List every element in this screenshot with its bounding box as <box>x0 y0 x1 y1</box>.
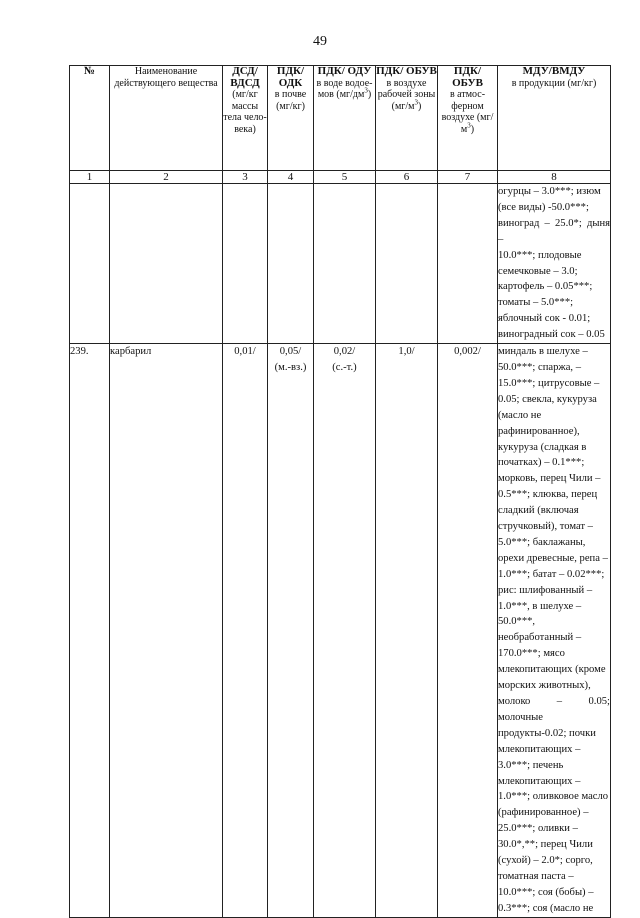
row-number: 239. <box>70 344 110 918</box>
header-pdk-work-air: ПДК/ ОБУВ в воздухе рабочей зоны $(мг/м^3)$ <box>376 66 438 171</box>
column-number: 1 <box>70 171 110 184</box>
header-mdu: МДУ/ВМДУ в продукции (мг/кг) <box>498 66 611 171</box>
empty-cell <box>314 184 376 344</box>
empty-cell <box>268 184 314 344</box>
header-pdk-water: ПДК/ ОДУ в воде водое- мов $(мг/дм^3)$ <box>314 66 376 171</box>
dsd-value: 0,01/ <box>223 344 268 918</box>
mdu-text: миндаль в шелухе – 50.0***; спаржа, – 15.0***; цитрусовые – 0.05; свекла, кукуруза (масло не рафинированное), кукуруза (сладкая в початках) – 0.1***; морковь, перец Чили – 0.5***; клюква, перец сладкий (включая стручковый), томат – 5.0***; баклажаны, орехи древесные, репа – 1.0***; батат – 0.02***; рис: шлифованный – 1.0***, в шелухе – 50.0***, необработанный – 170.0***; мясо млекопитающих (кроме морских животных), молоко – 0.05; молочные продукты-0.02; почки млекопитающих – 3.0***; печень млекопитающих – 1.0***; оливковое масло (рафинированное) – 25.0***; оливки – 30.0*,**; перец Чили (сухой) – 2.0*; сорго, томатная паста – 10.0***; соя (бобы) – 0.3***; соя (масло не <box>498 346 610 914</box>
column-number: 3 <box>223 171 268 184</box>
pdk-soil-value: 0,05/ (м.-вз.) <box>268 344 314 918</box>
column-number-row <box>70 171 611 184</box>
regulation-table <box>69 65 611 918</box>
column-number: 5 <box>314 171 376 184</box>
empty-cell <box>376 184 438 344</box>
header-pdk-atm-air: ПДК/ ОБУВ в атмос- ферном воздухе $(мг/м^3)$ <box>438 66 498 171</box>
header-pdk-soil: ПДК/ ОДК в почве (мг/кг) <box>268 66 314 171</box>
pdk-water-value: 0,02/ (с.-т.) <box>314 344 376 918</box>
empty-cell <box>438 184 498 344</box>
header-row <box>70 66 611 171</box>
column-number: 6 <box>376 171 438 184</box>
pdk-work-air-value: 1,0/ <box>376 344 438 918</box>
mdu-continuation-text: огурцы – 3.0***; изюм (все виды) -50.0***; виноград – 25.0*; дыня – 10.0***; плодовые семечковые – 3.0; картофель – 0.05***; томаты – 5.0***; яблочный сок - 0.01; виноградный сок – 0.05 <box>498 186 610 341</box>
pdk-atm-air-value: 0,002/ <box>438 344 498 918</box>
header-number: № <box>70 66 110 171</box>
column-number: 2 <box>110 171 223 184</box>
empty-cell <box>110 184 223 344</box>
empty-cell <box>70 184 110 344</box>
column-number: 7 <box>438 171 498 184</box>
substance-name: карбарил <box>110 344 223 918</box>
column-number: 8 <box>498 171 611 184</box>
empty-cell <box>223 184 268 344</box>
header-dsd: ДСД/ ВДСД (мг/кг массы тела чело- века) <box>223 66 268 171</box>
mdu-continuation-cell <box>498 184 611 344</box>
mdu-cell <box>498 344 611 918</box>
column-number: 4 <box>268 171 314 184</box>
table-row-continuation <box>70 184 611 344</box>
page-number: 49 <box>313 34 327 49</box>
header-substance-name: Наименование действующего вещества <box>110 66 223 171</box>
table-row-239 <box>70 344 611 918</box>
